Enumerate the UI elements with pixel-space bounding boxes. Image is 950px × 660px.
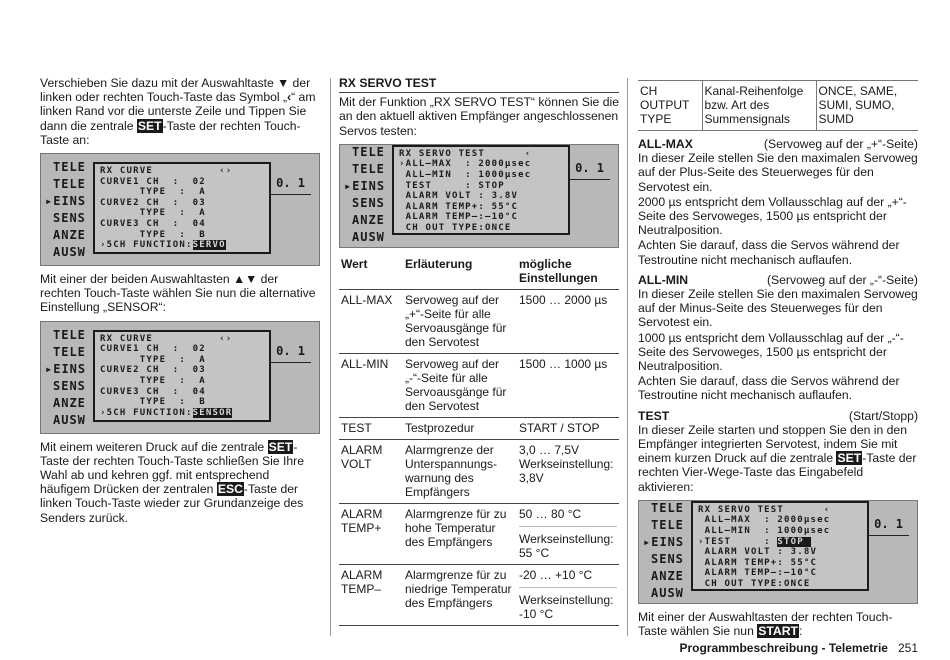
table-row	[638, 81, 918, 131]
allmax-text: 2000 µs entspricht dem Vollausschlag auf der „+“-Seite des Servoweges, 1500 µs entspricht der Neutralposition.	[638, 194, 907, 238]
lcd-bg-line: ANZE	[651, 568, 684, 583]
lcd-bg-line: ▸EINS	[643, 534, 685, 549]
selected-value: SENSOR	[192, 407, 233, 418]
lcd-bg-line: ANZE	[352, 212, 385, 227]
table-cell: Alarmgrenze für zu hohe Temperatur des Empfängers	[403, 503, 517, 564]
left-column	[40, 76, 320, 531]
lcd-model-number: 0. 1	[276, 176, 305, 191]
section-heading: RX SERVO TEST	[339, 76, 619, 93]
start-key-label: START	[758, 624, 798, 639]
table-cell: 3,0 … 7,5V Werkseinstellung: 3,8V	[517, 439, 619, 503]
right-column	[638, 80, 918, 644]
table-header-row	[339, 254, 619, 290]
lcd-bg-line: TELE	[53, 327, 86, 342]
table-cell: Alarmgrenze der Unterspannungs-warnung des Empfängers	[403, 439, 517, 503]
table-row	[339, 289, 619, 353]
settings-table	[339, 254, 619, 626]
intro-paragraph: Verschieben Sie dazu mit der Auswahltaste ▼ der linken oder rechten Touch-Taste das Symbol „‹“ am linken Rand vor die unterste Zeile und Tippen Sie dann die zentrale SET-Taste der rechten Touch-Taste an:	[40, 76, 316, 147]
table-cell: ALL-MAX	[339, 289, 403, 353]
set-key-label: SET	[137, 118, 162, 133]
lcd-model-number: 0. 1	[575, 160, 604, 175]
allmin-text: 1000 µs entspricht dem Vollausschlag auf der „-“-Seite des Servoweges, 1500 µs entspricht der Neutralposition.	[638, 330, 904, 374]
allmax-text: Achten Sie darauf, dass die Servos während der Testroutine nicht mechanisch auflaufen.	[638, 238, 900, 267]
lcd-bg-line: TELE	[53, 160, 86, 175]
page-footer	[679, 641, 918, 655]
lcd-bg-line: SENS	[53, 211, 86, 226]
header-cell: Wert	[339, 254, 403, 290]
lcd-bg-line: SENS	[352, 195, 385, 210]
lcd-bg-line: TELE	[352, 144, 385, 159]
servo-test-intro: Mit der Funktion „RX SERVO TEST“ können Sie die an den aktuell aktiven Empfänger angeschlossenen Servos testen:	[339, 95, 619, 138]
lcd-bg-line: SENS	[53, 378, 86, 393]
sensor-paragraph: Mit einer der beiden Auswahltasten ▲▼ der rechten Touch-Taste wählen Sie nun die alternative Einstellung „SENSOR“:	[40, 272, 316, 315]
lcd-bg-line: AUSW	[53, 245, 86, 260]
lcd-bg-line: TELE	[53, 177, 86, 192]
servo-test-popup: RX SERVO TEST ‹ ALL–MAX : 2000µsec ALL–MIN : 1000µsec ›TEST : STOP ALARM VOLT : 3.8V ALARM TEMP+: 55°C ALARM TEMP–:–10°C CH OUT TYPE:ONCE	[691, 501, 869, 591]
table-row	[339, 503, 619, 564]
table-cell: ONCE, SAME, SUMI, SUMO, SUMD	[818, 84, 898, 126]
final-paragraph: Mit einer der Auswahltasten der rechten Touch-Taste wählen Sie nun START:	[638, 609, 893, 639]
table-row	[339, 564, 619, 625]
lcd-bg-line: AUSW	[53, 412, 86, 427]
lcd-screen-rx-curve-servo	[40, 153, 320, 266]
lcd-screen-servo-test	[339, 144, 619, 248]
table-cell: 50 … 80 °C Werkseinstellung: 55 °C	[517, 503, 619, 564]
ch-output-table	[638, 80, 918, 131]
lcd-bg-line: AUSW	[352, 229, 385, 244]
test-text: In dieser Zeile starten und stoppen Sie den in den Empfänger integrierten Servotest, indem Sie mit einem kurzen Druck auf die zentrale SET-Taste der rechten Vier-Wege-Taste das Eingabefeld aktivieren:	[638, 422, 917, 494]
table-cell: 1500 … 2000 µs	[517, 289, 619, 353]
lcd-bg-line: TELE	[651, 500, 684, 515]
lcd-bg-line: TELE	[352, 161, 385, 176]
table-row	[339, 353, 619, 417]
table-cell: Kanal-Reihenfolge bzw. Art des Summensignals	[702, 81, 816, 131]
lcd-bg-line: TELE	[651, 517, 684, 532]
allmin-heading: ALL-MIN (Servoweg auf der „-“-Seite)	[638, 272, 918, 287]
table-cell: ALARM TEMP–	[339, 564, 403, 625]
middle-column	[339, 76, 619, 626]
esc-key-label: ESC	[217, 482, 243, 497]
allmax-heading: ALL-MAX (Servoweg auf der „+“-Seite)	[638, 137, 918, 151]
table-cell: Servoweg auf der „+“-Seite für alle Servoausgänge für den Servotest	[403, 289, 517, 353]
lcd-bg-line: ANZE	[53, 395, 86, 410]
rx-curve-popup: RX CURVE ‹› CURVE1 CH : 02 TYPE : A CURVE2 CH : 03 TYPE : A CURVE3 CH : 04 TYPE : B ›5CH FUNCTION:SERVO	[93, 162, 271, 254]
header-cell: Erläuterung	[403, 254, 517, 290]
test-heading: TEST (Start/Stopp)	[638, 408, 918, 423]
allmin-text: In dieser Zeile stellen Sie den maximalen Servoweg auf der Minus-Seite des Steuerweges für den Servotest ein.	[638, 287, 918, 330]
table-cell: Servoweg auf der „-“-Seite für alle Servoausgänge für den Servotest	[403, 353, 517, 417]
lcd-bg-line: ▸EINS	[45, 194, 87, 209]
table-cell: ALARM VOLT	[339, 439, 403, 503]
table-cell: -20 … +10 °C Werkseinstellung: -10 °C	[517, 564, 619, 625]
table-cell: 1500 … 1000 µs	[517, 353, 619, 417]
lcd-bg-line: TELE	[53, 344, 86, 359]
selected-value: STOP	[777, 536, 811, 547]
servo-test-popup: RX SERVO TEST ‹ ›ALL–MAX : 2000µsec ALL–MIN : 1000µsec TEST : STOP ALARM VOLT : 3.8V ALARM TEMP+: 55°C ALARM TEMP–:–10°C CH OUT TYPE:ONCE	[392, 145, 570, 235]
table-cell: Testprozedur	[403, 417, 517, 439]
table-cell: ALL-MIN	[339, 353, 403, 417]
lcd-screen-rx-curve-sensor	[40, 321, 320, 434]
header-cell: mögliche Einstellungen	[517, 254, 619, 290]
allmax-text: In dieser Zeile stellen Sie den maximalen Servoweg auf der Plus-Seite des Steuerweges für den Servotest ein.	[638, 151, 918, 194]
table-row	[339, 417, 619, 439]
lcd-bg-line: ▸EINS	[45, 361, 87, 376]
lcd-model-number: 0. 1	[874, 516, 903, 531]
table-cell: Alarmgrenze für zu niedrige Temperatur des Empfängers	[403, 564, 517, 625]
allmin-text: Achten Sie darauf, dass die Servos während der Testroutine nicht mechanisch auflaufen.	[638, 374, 900, 403]
table-cell: TEST	[339, 417, 403, 439]
lcd-screen-servo-test-stop	[638, 500, 918, 604]
lcd-bg-line: ANZE	[53, 228, 86, 243]
lcd-model-number: 0. 1	[276, 343, 305, 358]
confirm-paragraph: Mit einem weiteren Druck auf die zentrale SET-Taste der rechten Touch-Taste schließen Sie Ihre Wahl ab und kehren ggf. mit entsprechend häufigem Drücken der zentralen ESC-Taste der linken Touch-Taste wieder zur Grundanzeige des Senders zurück.	[40, 439, 304, 525]
set-key-label: SET	[837, 451, 862, 466]
lcd-bg-line: SENS	[651, 551, 684, 566]
footer-title: Programmbeschreibung - Telemetrie	[679, 641, 888, 655]
table-row	[339, 439, 619, 503]
set-key-label: SET	[268, 439, 293, 454]
selected-value: SERVO	[192, 240, 226, 251]
table-cell: START / STOP	[517, 417, 619, 439]
lcd-bg-line: AUSW	[651, 585, 684, 600]
table-cell: CH OUTPUT TYPE	[638, 81, 702, 131]
lcd-bg-line: ▸EINS	[344, 178, 386, 193]
page-number: 251	[897, 641, 918, 655]
rx-curve-popup: RX CURVE ‹› CURVE1 CH : 02 TYPE : A CURVE2 CH : 03 TYPE : A CURVE3 CH : 04 TYPE : B ›5CH FUNCTION:SENSOR	[93, 330, 271, 422]
table-cell: ALARM TEMP+	[339, 503, 403, 564]
